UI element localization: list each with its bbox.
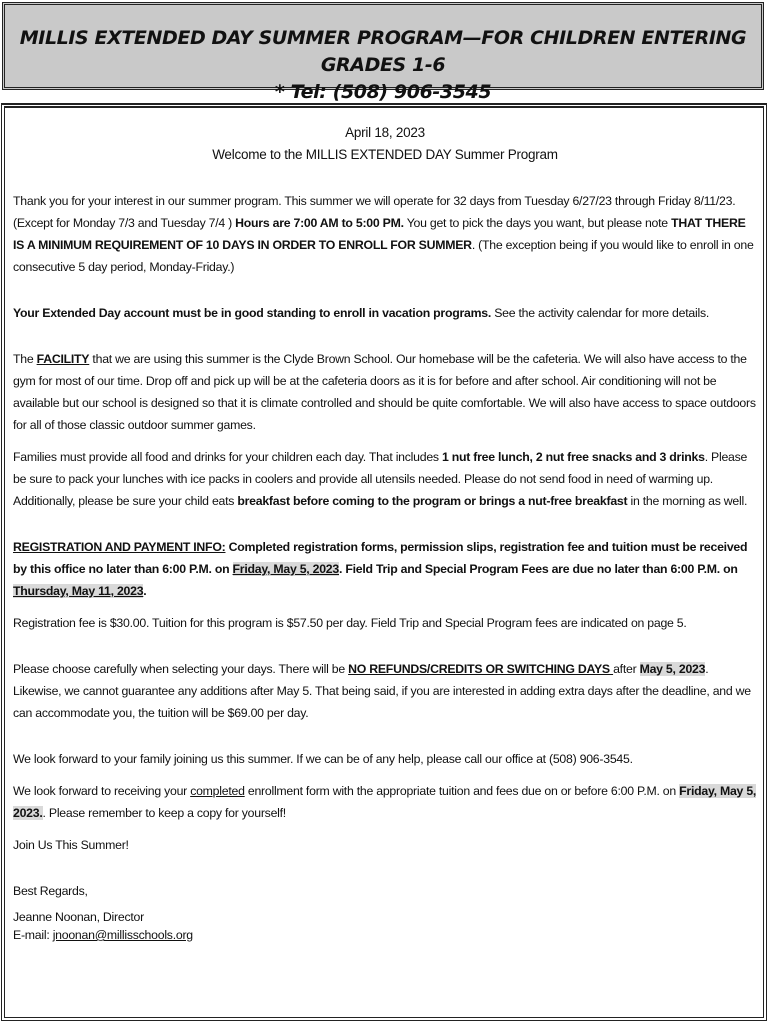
closing-line: Best Regards, bbox=[13, 884, 88, 898]
facility-paragraph: The FACILITY that we are using this summer is the Clyde Brown School. Our homebase will be the cafeteria. We will also have access to the gym for most of our time. Drop off and pick up will be at the cafeteria doors as it is for before and after school. Air conditioning will not be available but our school is designed so that it is climate controlled and should be quite comfortable. We will also have access to space outdoors for all of those classic outdoor summer games. bbox=[13, 352, 756, 432]
intro-paragraph: Thank you for your interest in our summer program. This summer we will operate for 32 days from Tuesday 6/27/23 through Friday 8/11/23. (Except for Monday 7/3 and Tuesday 7/4 ) Hours are 7:00 AM to 5:00 PM. You get to pick the days you want, but please note THAT THERE IS A MINIMUM REQUIREMENT OF 10 DAYS IN ORDER TO ENROLL FOR SUMMER. (The exception being if you would like to enroll in one consecutive 5 day period, Monday-Friday.) bbox=[13, 194, 754, 274]
enrollment-paragraph: We look forward to receiving your completed enrollment form with the appropriate tuition and fees due on or before 6:00 P.M. on Friday, May 5, 2023.. Please remember to keep a copy for yourself! bbox=[13, 784, 757, 820]
program-header bbox=[2, 2, 764, 103]
program-title: MILLIS EXTENDED DAY SUMMER PROGRAM—FOR CHILDREN ENTERING GRADES 1-6 bbox=[19, 27, 747, 76]
email-link[interactable]: jnoonan@millisschools.org bbox=[52, 928, 193, 942]
registration-paragraph: REGISTRATION AND PAYMENT INFO: Completed registration forms, permission slips, registration fee and tuition must be received by this office no later than 6:00 P.M. on Friday, May 5, 2023. Field Trip and Special Program Fees are due no later than 6:00 P.M. on Thursday, May 11, 2023. bbox=[13, 540, 748, 598]
food-paragraph: Families must provide all food and drinks for your children each day. That includes 1 nut free lunch, 2 nut free snacks and 3 drinks. Please be sure to pack your lunches with ice packs in coolers and provide all utensils needed. Please do not send food in need of warming up. Additionally, please be sure your child eats breakfast before coming to the program or brings a nut-free breakfast in the morning as well. bbox=[13, 450, 748, 508]
contact-paragraph: We look forward to your family joining us this summer. If we can be of any help, please call our office at (508) 906-3545. bbox=[13, 752, 633, 766]
letter-date: April 18, 2023 bbox=[345, 125, 425, 140]
program-phone: * Tel: (508) 906-3545 bbox=[274, 81, 492, 103]
welcome-heading: Welcome to the MILLIS EXTENDED DAY Summer Program bbox=[212, 147, 558, 162]
refund-paragraph: Please choose carefully when selecting your days. There will be NO REFUNDS/CREDITS OR SWITCHING DAYS after May 5, 2023. Likewise, we cannot guarantee any additions after May 5. That being said, if you are interested in adding extra days after the deadline, and we can accommodate you, the tuition will be $69.00 per day. bbox=[13, 662, 751, 720]
account-paragraph: Your Extended Day account must be in good standing to enroll in vacation programs. See the activity calendar for more details. bbox=[13, 306, 710, 320]
fees-paragraph: Registration fee is $30.00. Tuition for this program is $57.50 per day. Field Trip and Special Program fees are indicated on page 5. bbox=[13, 616, 687, 630]
email-line: E-mail: jnoonan@millisschools.org bbox=[13, 928, 193, 942]
join-line: Join Us This Summer! bbox=[13, 838, 129, 852]
letter-body bbox=[1, 103, 767, 1021]
signer-line: Jeanne Noonan, Director bbox=[13, 910, 144, 924]
